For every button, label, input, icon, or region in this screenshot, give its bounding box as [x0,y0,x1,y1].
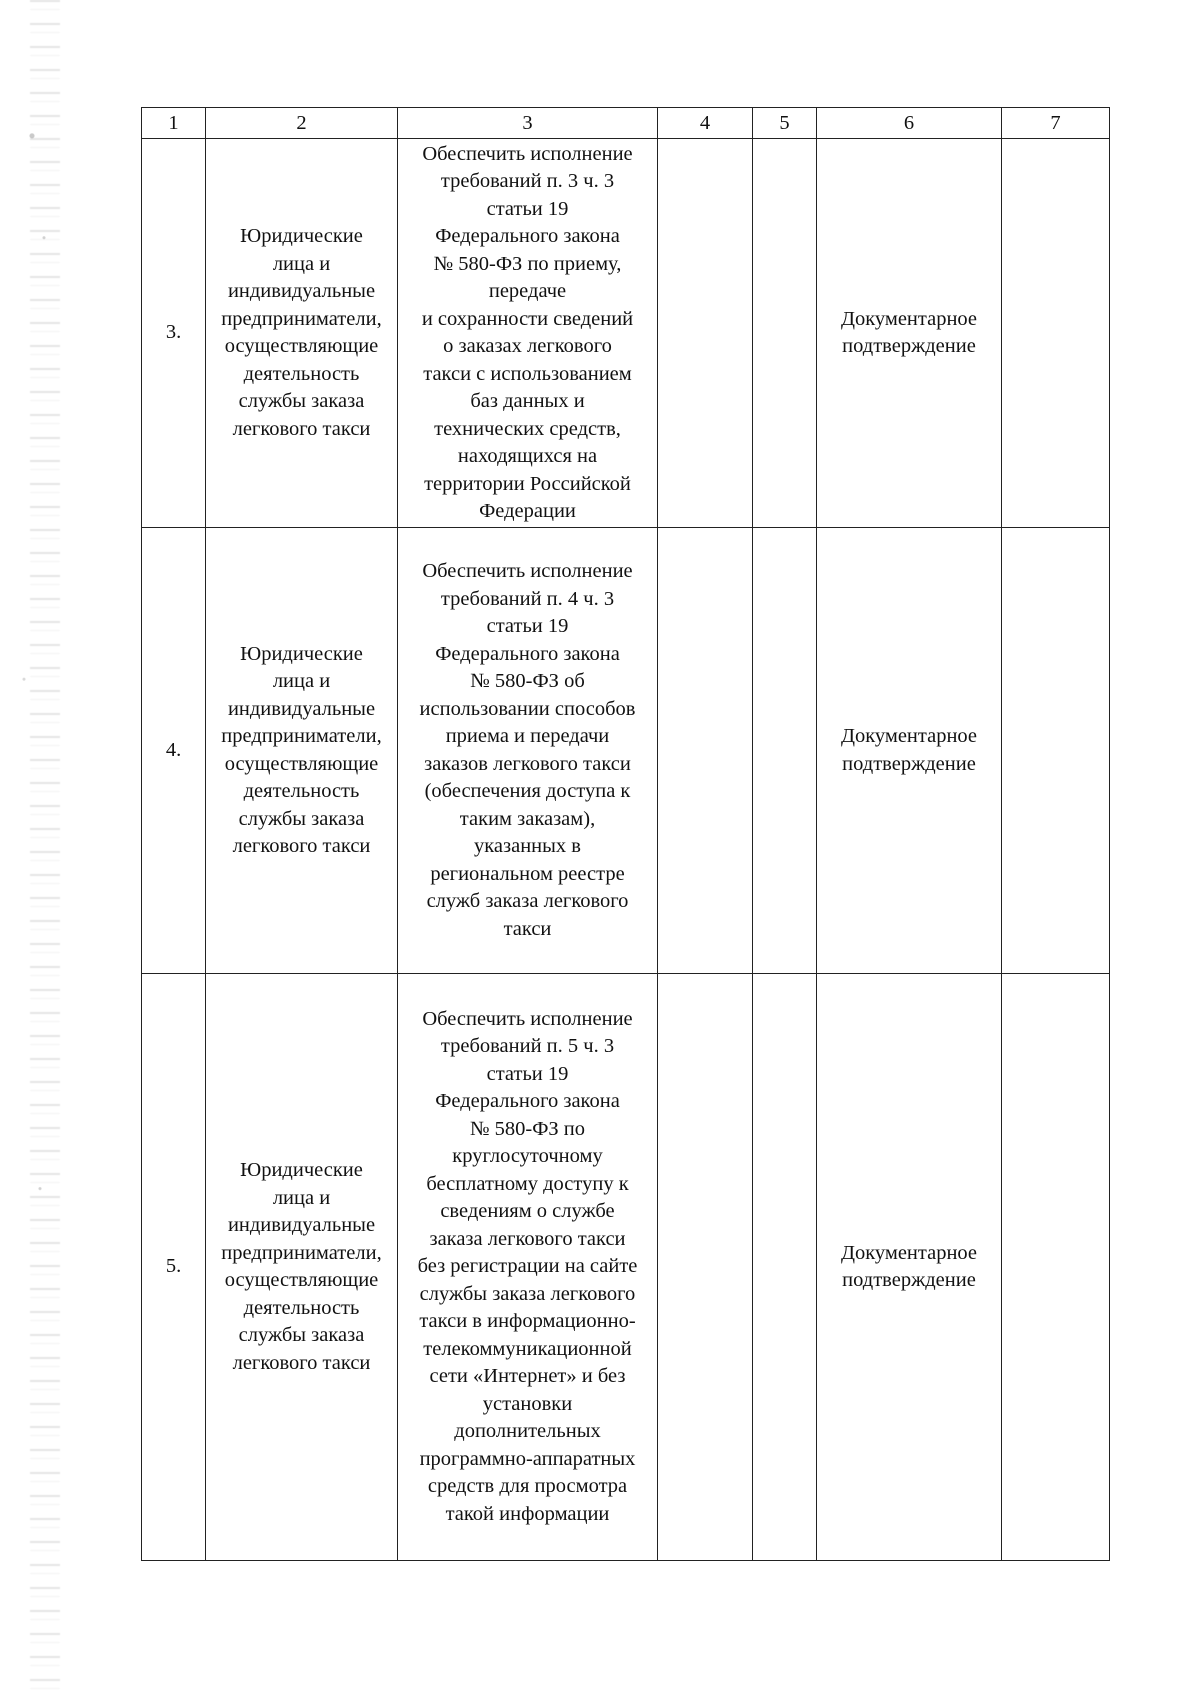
row-requirement: Обеспечить исполнение требований п. 4 ч. 3 статьи 19 Федерального закона № 580-ФЗ об использовании способов приема и передачи заказов легкового такси (обеспечения доступа к таким заказам), указанных в региональном реестре служб заказа легкового такси [398,528,658,974]
row-col-7 [1002,139,1110,528]
row-col-5 [753,974,817,1561]
row-col-7 [1002,974,1110,1561]
row-requirement: Обеспечить исполнение требований п. 5 ч. 3 статьи 19 Федерального закона № 580-ФЗ по круглосуточному бесплатному доступу к сведениям о службе заказа легкового такси без регистрации на сайте службы заказа легкового такси в информационно- телекоммуникационной сети «Интернет» и без установки дополнительных программно-аппаратных средств для просмотра такой информации [398,974,658,1561]
table-row [142,974,1110,1561]
table-row [142,528,1110,974]
row-confirmation: Документарное подтверждение [817,528,1002,974]
row-subject: Юридические лица и индивидуальные предприниматели, осуществляющие деятельность службы заказа легкового такси [206,139,398,528]
scan-edge-artifact [0,0,80,1698]
table-row [142,139,1110,528]
header-row [142,108,1110,139]
row-number: 4. [142,528,206,974]
row-number: 5. [142,974,206,1561]
row-confirmation: Документарное подтверждение [817,139,1002,528]
header-col-4: 4 [658,108,753,139]
requirements-table [141,107,1110,1561]
row-col-5 [753,139,817,528]
row-col-4 [658,974,753,1561]
header-col-5: 5 [753,108,817,139]
row-subject: Юридические лица и индивидуальные предприниматели, осуществляющие деятельность службы заказа легкового такси [206,528,398,974]
header-col-7: 7 [1002,108,1110,139]
row-col-7 [1002,528,1110,974]
row-confirmation: Документарное подтверждение [817,974,1002,1561]
header-col-3: 3 [398,108,658,139]
row-col-4 [658,528,753,974]
header-col-6: 6 [817,108,1002,139]
header-col-2: 2 [206,108,398,139]
header-col-1: 1 [142,108,206,139]
row-number: 3. [142,139,206,528]
row-col-4 [658,139,753,528]
row-subject: Юридические лица и индивидуальные предприниматели, осуществляющие деятельность службы заказа легкового такси [206,974,398,1561]
row-col-5 [753,528,817,974]
row-requirement: Обеспечить исполнение требований п. 3 ч. 3 статьи 19 Федерального закона № 580-ФЗ по приему, передаче и сохранности сведений о заказах легкового такси с использованием баз данных и технических средств, находящихся на территории Российской Федерации [398,139,658,528]
